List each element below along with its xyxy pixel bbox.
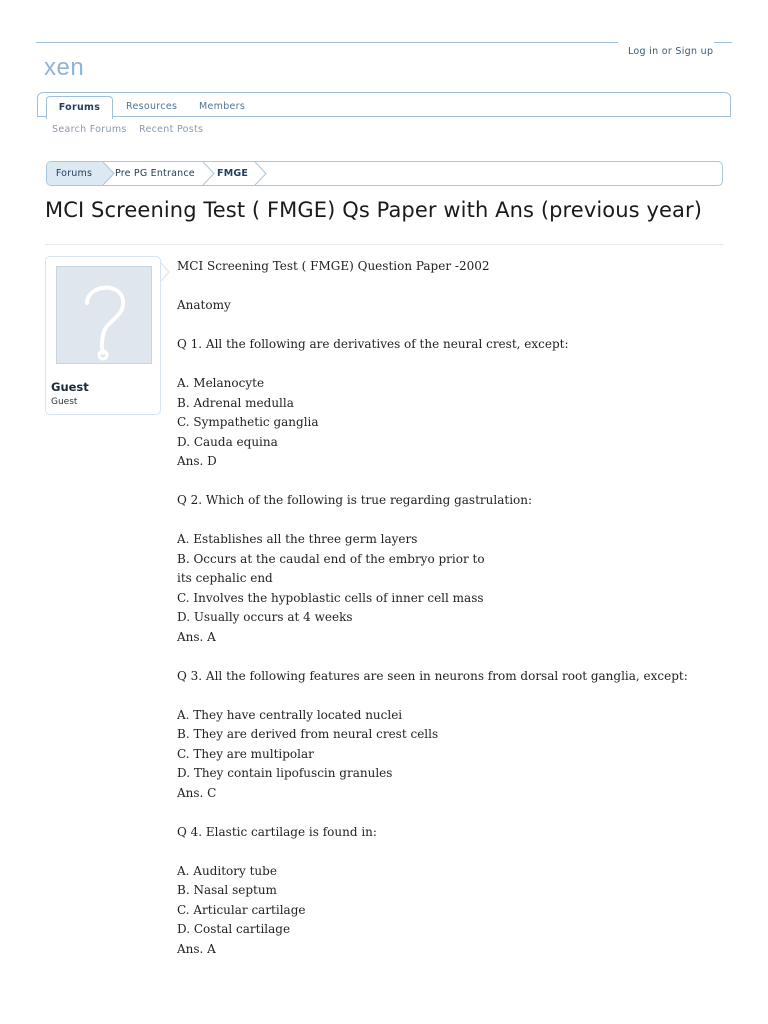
post-text-line: D. They contain lipofuscin granules <box>177 766 393 780</box>
post-text-line: Q 4. Elastic cartilage is found in: <box>177 824 377 839</box>
post-text-line: Q 1. All the following are derivatives of the neural crest, except: <box>177 337 569 351</box>
post-text-line: C. Sympathetic ganglia <box>177 415 319 429</box>
post-text-line: MCI Screening Test ( FMGE) Question Paper -2002 <box>177 259 490 273</box>
post-text-line: A. Establishes all the three germ layers <box>177 532 418 546</box>
post-text-line: A. They have centrally located nuclei <box>177 707 403 722</box>
post-blank-line <box>177 277 737 297</box>
post-text-line: Ans. D <box>177 454 217 468</box>
user-name[interactable]: Guest <box>51 380 89 394</box>
post-text-line: A. Melanocyte <box>177 376 265 390</box>
site-logo[interactable]: xen <box>44 54 85 81</box>
post-text-line: D. Cauda equina <box>177 434 278 449</box>
post-text-line: Anatomy <box>177 298 231 312</box>
tab-resources[interactable]: Resources <box>126 101 178 112</box>
post-blank-line <box>177 803 737 823</box>
post-text-line: Ans. C <box>177 785 217 800</box>
avatar[interactable] <box>56 266 152 364</box>
tab-members[interactable]: Members <box>199 101 246 112</box>
post-text-line: C. Involves the hypoblastic cells of inner cell mass <box>177 590 484 605</box>
post-text-line: A. Auditory tube <box>177 863 277 878</box>
user-title: Guest <box>51 397 78 407</box>
post-text-line: B. Nasal septum <box>177 883 277 897</box>
post-blank-line <box>177 472 737 492</box>
header-rule-right <box>714 42 732 43</box>
post-text-line: Ans. A <box>177 629 216 644</box>
post-blank-line <box>177 842 737 862</box>
post-text-line: C. They are multipolar <box>177 746 314 761</box>
post-text-line: its cephalic end <box>177 571 273 585</box>
post-blank-line <box>177 647 737 667</box>
post-text-line: C. Articular cartilage <box>177 902 306 917</box>
login-signup-link[interactable]: Log in or Sign up <box>628 46 714 57</box>
post-blank-line <box>177 511 737 531</box>
post-text-line: Q 3. All the following features are seen in neurons from dorsal root ganglia, except: <box>177 668 688 683</box>
breadcrumb-chevron-icon <box>201 162 215 185</box>
breadcrumb-pre-pg-entrance[interactable]: Pre PG Entrance <box>115 168 195 179</box>
post-text-line: B. Adrenal medulla <box>177 395 294 410</box>
breadcrumb-forums[interactable]: Forums <box>47 162 101 185</box>
post-text-line: B. They are derived from neural crest cells <box>177 727 439 741</box>
post-text-line: D. Usually occurs at 4 weeks <box>177 610 353 624</box>
title-divider <box>45 244 724 245</box>
message-arrow-icon <box>160 262 170 282</box>
post-blank-line <box>177 316 737 336</box>
recent-posts-link[interactable]: Recent Posts <box>139 124 204 135</box>
post-blank-line <box>177 355 737 375</box>
search-forums-link[interactable]: Search Forums <box>52 124 127 135</box>
post-blank-line <box>177 686 737 706</box>
post-text-line: Ans. A <box>177 941 216 956</box>
breadcrumb-fmge[interactable]: FMGE <box>217 168 249 179</box>
tab-forums[interactable]: Forums <box>46 96 113 119</box>
post-text-line: B. Occurs at the caudal end of the embryo prior to <box>177 551 485 566</box>
post-text-line: Q 2. Which of the following is true regarding gastrulation: <box>177 493 533 507</box>
post-body <box>177 257 737 959</box>
breadcrumb-chevron-icon <box>101 162 115 185</box>
page-title: MCI Screening Test ( FMGE) Qs Paper with Ans (previous year) <box>45 198 703 222</box>
header-rule <box>36 42 618 43</box>
breadcrumb <box>46 161 723 186</box>
question-mark-icon <box>57 267 151 363</box>
breadcrumb-chevron-icon <box>253 162 267 185</box>
post-text-line: D. Costal cartilage <box>177 922 291 936</box>
